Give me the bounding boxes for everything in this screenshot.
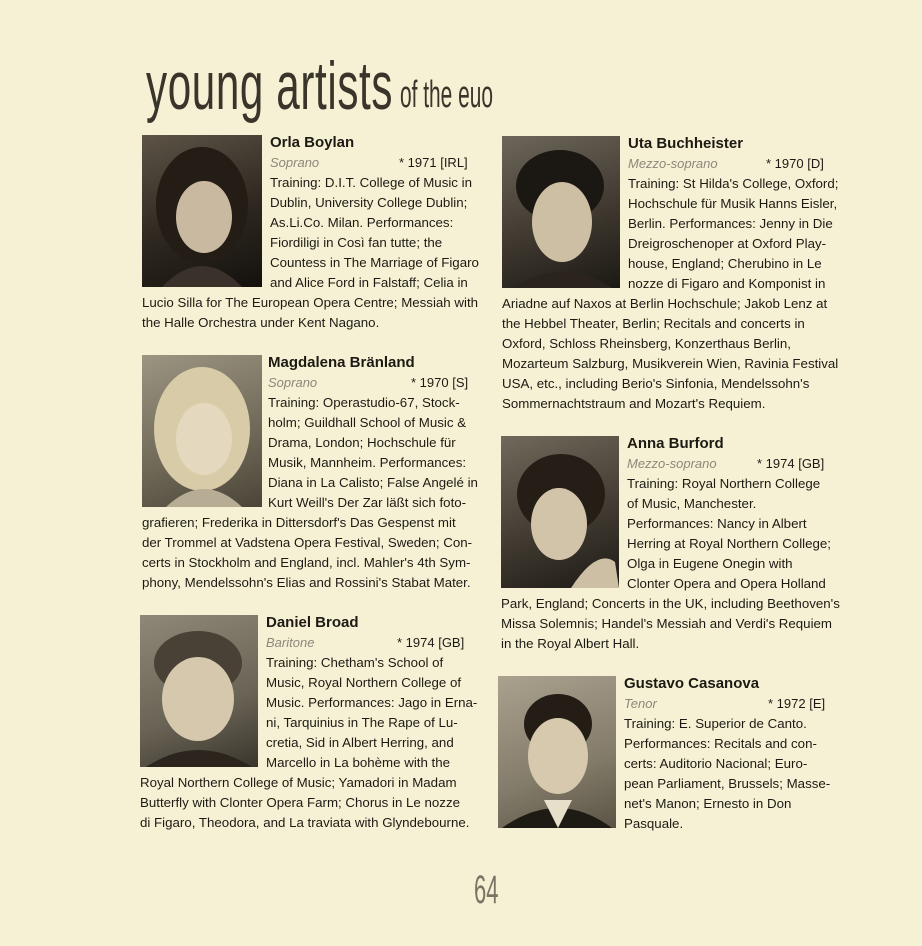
bio-line: Performances: Nancy in Albert bbox=[627, 516, 807, 531]
bio-line: Musik, Mannheim. Performances: bbox=[268, 455, 467, 470]
bio-line: Training: E. Superior de Canto. bbox=[624, 716, 807, 731]
bio-line: Training: Royal Northern College bbox=[627, 476, 821, 491]
artist-voice: Mezzo-soprano bbox=[628, 156, 718, 171]
bio-line: net's Manon; Ernesto in Don bbox=[624, 796, 792, 811]
bio-line: Butterfly with Clonter Opera Farm; Chorus in Le nozze bbox=[140, 795, 460, 810]
bio-line: Olga in Eugene Onegin with bbox=[627, 556, 793, 571]
artist-bio bbox=[142, 173, 482, 333]
bio-line: Dreigroschenoper at Oxford Play- bbox=[628, 236, 827, 251]
bio-line: Music, Royal Northern College of bbox=[266, 675, 462, 690]
bio-line: Lucio Silla for The European Opera Centre; Messiah with bbox=[142, 295, 479, 310]
artist-voice: Soprano bbox=[268, 375, 318, 390]
bio-line: Drama, London; Hochschule für bbox=[268, 435, 456, 450]
heading-main: young artists bbox=[146, 48, 394, 124]
bio-line: of Music, Manchester. bbox=[627, 496, 757, 511]
bio-line: ni, Tarquinius in The Rape of Lu- bbox=[266, 715, 458, 730]
bio-line: certs: Auditorio Nacional; Euro- bbox=[624, 756, 808, 771]
bio-line: Countess in The Marriage of Figaro bbox=[270, 255, 479, 270]
bio-line: Herring at Royal Northern College; bbox=[627, 536, 831, 551]
bio-line: Royal Northern College of Music; Yamadori in Madam bbox=[140, 775, 457, 790]
bio-line: Training: Chetham's School of bbox=[266, 655, 444, 670]
artist-birth: * 1974 [GB] bbox=[397, 635, 465, 650]
artist-birth: * 1974 [GB] bbox=[757, 456, 825, 471]
artist-voice: Baritone bbox=[266, 635, 315, 650]
artist-name: Magdalena Bränland bbox=[268, 354, 415, 371]
page-number: 64 bbox=[474, 868, 499, 912]
heading-sub: of the euo bbox=[400, 74, 493, 116]
artist-bio bbox=[142, 393, 482, 593]
bio-line: Mozarteum Salzburg, Musikverein Wien, Ravinia Festival bbox=[502, 356, 839, 371]
artist-bio bbox=[502, 174, 842, 414]
artist-bio bbox=[501, 474, 841, 654]
bio-line: Berlin. Performances: Jenny in Die bbox=[628, 216, 833, 231]
bio-line: Training: D.I.T. College of Music in bbox=[270, 175, 472, 190]
bio-line: holm; Guildhall School of Music & bbox=[268, 415, 467, 430]
bio-line: di Figaro, Theodora, and La traviata with Glyndebourne. bbox=[140, 815, 470, 830]
bio-line: Ariadne auf Naxos at Berlin Hochschule; Jakob Lenz at bbox=[502, 296, 828, 311]
bio-line: Pasquale. bbox=[624, 816, 684, 831]
bio-line: Music. Performances: Jago in Erna- bbox=[266, 695, 478, 710]
artist-voice: Tenor bbox=[624, 696, 657, 711]
bio-line: nozze di Figaro and Komponist in bbox=[628, 276, 826, 291]
bio-line: Training: Operastudio-67, Stock- bbox=[268, 395, 460, 410]
bio-line: phony, Mendelssohn's Elias and Rossini's Stabat Mater. bbox=[142, 575, 471, 590]
bio-line: Park, England; Concerts in the UK, including Beethoven's bbox=[501, 596, 840, 611]
artist-name: Anna Burford bbox=[627, 435, 724, 452]
bio-line: Dublin, University College Dublin; bbox=[270, 195, 468, 210]
bio-line: in the Royal Albert Hall. bbox=[501, 636, 640, 651]
artist-birth: * 1970 [S] bbox=[411, 375, 469, 390]
bio-line: pean Parliament, Brussels; Masse- bbox=[624, 776, 831, 791]
artist-bio bbox=[498, 714, 838, 834]
artist-name: Orla Boylan bbox=[270, 134, 355, 151]
bio-line: As.Li.Co. Milan. Performances: bbox=[270, 215, 454, 230]
bio-line: cretia, Sid in Albert Herring, and bbox=[266, 735, 454, 750]
bio-line: the Halle Orchestra under Kent Nagano. bbox=[142, 315, 380, 330]
bio-line: Performances: Recitals and con- bbox=[624, 736, 817, 751]
bio-line: Fiordiligi in Così fan tutte; the bbox=[270, 235, 443, 250]
bio-line: house, England; Cherubino in Le bbox=[628, 256, 822, 271]
artist-name: Uta Buchheister bbox=[628, 135, 744, 152]
bio-line: Missa Solemnis; Handel's Messiah and Verdi's Requiem bbox=[501, 616, 833, 631]
bio-line: Oxford, Schloss Rheinsberg, Konzerthaus Berlin, bbox=[502, 336, 791, 351]
bio-line: Hochschule für Musik Hanns Eisler, bbox=[628, 196, 838, 211]
bio-line: and Alice Ford in Falstaff; Celia in bbox=[270, 275, 468, 290]
artist-birth: * 1972 [E] bbox=[768, 696, 826, 711]
artist-birth: * 1971 [IRL] bbox=[399, 155, 468, 170]
artist-name: Daniel Broad bbox=[266, 614, 359, 631]
artist-voice: Soprano bbox=[270, 155, 320, 170]
bio-line: Diana in La Calisto; False Angelé in bbox=[268, 475, 478, 490]
artist-bio bbox=[140, 653, 480, 833]
bio-line: grafieren; Frederika in Dittersdorf's Das Gespenst mit bbox=[142, 515, 456, 530]
bio-line: Marcello in La bohème with the bbox=[266, 755, 451, 770]
bio-line: the Hebbel Theater, Berlin; Recitals and concerts in bbox=[502, 316, 805, 331]
artist-name: Gustavo Casanova bbox=[624, 675, 760, 692]
bio-line: der Trommel at Vadstena Opera Festival, Sweden; Con- bbox=[142, 535, 473, 550]
page-heading bbox=[146, 48, 545, 124]
bio-line: Sommernachtstraum and Mozart's Requiem. bbox=[502, 396, 766, 411]
bio-line: Kurt Weill's Der Zar läßt sich foto- bbox=[268, 495, 467, 510]
bio-line: Clonter Opera and Opera Holland bbox=[627, 576, 826, 591]
artist-voice: Mezzo-soprano bbox=[627, 456, 717, 471]
bio-line: USA, etc., including Berio's Sinfonia, Mendelssohn's bbox=[502, 376, 810, 391]
artist-birth: * 1970 [D] bbox=[766, 156, 824, 171]
bio-line: Training: St Hilda's College, Oxford; bbox=[628, 176, 839, 191]
bio-line: certs in Stockholm and England, incl. Mahler's 4th Sym- bbox=[142, 555, 471, 570]
